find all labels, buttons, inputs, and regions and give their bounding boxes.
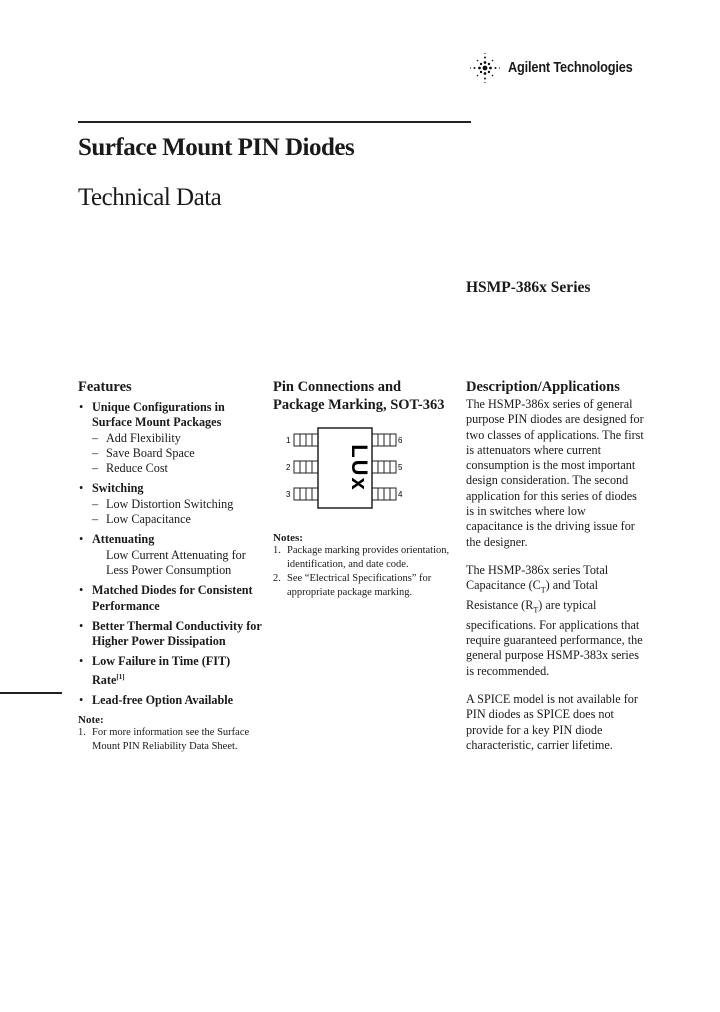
feature-item	[78, 481, 263, 527]
bullet-icon: •	[79, 654, 84, 669]
margin-rule	[0, 692, 62, 694]
pin-number: 5	[398, 463, 403, 472]
bullet-icon: •	[79, 693, 84, 708]
features-note: 1. For more information see the Surface Mount PIN Reliability Data Sheet.	[78, 727, 250, 753]
pin-number: 6	[398, 436, 403, 445]
pin-section	[273, 378, 451, 414]
feature-sub-item: – Low Capacitance	[92, 512, 191, 527]
features-heading: Features	[78, 379, 132, 395]
bullet-icon: •	[79, 583, 84, 598]
feature-label: Matched Diodes for Consistent Performance	[92, 583, 253, 613]
pin-notes-heading: Notes:	[273, 532, 303, 544]
bullet-icon: •	[79, 481, 84, 496]
bullet-icon: •	[79, 618, 84, 633]
feature-sub-item: – Reduce Cost	[92, 461, 168, 476]
feature-item	[78, 693, 263, 708]
feature-item	[78, 532, 263, 578]
pin-number: 3	[286, 490, 291, 499]
pin-number: 4	[398, 490, 403, 499]
features-list	[78, 400, 263, 708]
bullet-icon: •	[79, 400, 84, 414]
features-section	[78, 378, 263, 754]
document-title: Surface Mount PIN Diodes	[78, 134, 355, 161]
feature-label: Attenuating	[92, 532, 155, 547]
feature-item	[78, 619, 263, 650]
feature-item	[78, 583, 263, 614]
series-name: HSMP-386x Series	[466, 279, 591, 296]
document-subtitle: Technical Data	[78, 184, 222, 211]
description-paragraph: The HSMP-386x series Total Capacitance $(C_T)$ and Total Resistance $(R_T)$ are typical specifications. For applications that require guaranteed performance, the general purpose HSMP-383x series is recommended.	[466, 562, 643, 678]
header-rule	[78, 121, 471, 123]
feature-label: Lead-free Option Available	[92, 693, 234, 708]
feature-sub-item: – Low Distortion Switching	[92, 496, 234, 511]
bullet-icon: •	[79, 532, 84, 547]
feature-label: Better Thermal Conductivity for Higher Power Dissipation	[92, 618, 262, 649]
feature-sub-item: – Add Flexibility	[92, 430, 181, 445]
pin-note: 2. See “Electrical Specifications” for appropriate package marking.	[273, 573, 432, 598]
description-section	[466, 378, 644, 766]
agilent-spark-icon	[468, 51, 502, 85]
feature-label: Unique Configurations in Surface Mount Packages	[92, 400, 225, 430]
features-note-heading: Note:	[78, 714, 104, 727]
feature-item	[78, 654, 263, 688]
company-logo	[468, 51, 650, 85]
feature-label: Low Failure in Time (FIT) Rate	[92, 654, 231, 687]
pin-notes	[273, 532, 451, 600]
pin-note: 1. Package marking provides orientation, identification, and date code.	[273, 545, 450, 570]
sot363-package-diagram	[286, 424, 416, 512]
pin-number: 2	[286, 463, 291, 472]
description-paragraph: The HSMP-386x series of general purpose PIN diodes are designed for two classes of applications. The first is attenuators where current consumption is the most important design consideration. The second application for this series of diodes is in switches where low capacitance is the driving issue for the designer.	[466, 397, 644, 549]
footnote-ref: [1]	[116, 672, 125, 681]
feature-text: Low Current Attenuating for Less Power Consumption	[106, 547, 246, 577]
description-heading: Description/Applications	[466, 379, 620, 395]
pin-number: 1	[286, 436, 291, 445]
description-paragraph: A SPICE model is not available for PIN diodes as SPICE does not provide for a key PIN diode characteristic, carrier lifetime.	[466, 691, 638, 752]
feature-item	[78, 400, 263, 476]
feature-label: Switching	[92, 481, 144, 496]
feature-sub-item: – Save Board Space	[92, 445, 195, 460]
pin-heading-line2: Package Marking, SOT-363	[273, 397, 445, 413]
package-marking: LUx	[347, 444, 372, 492]
company-name: Agilent Technologies	[508, 60, 633, 76]
pin-heading-line1: Pin Connections and	[273, 379, 402, 395]
